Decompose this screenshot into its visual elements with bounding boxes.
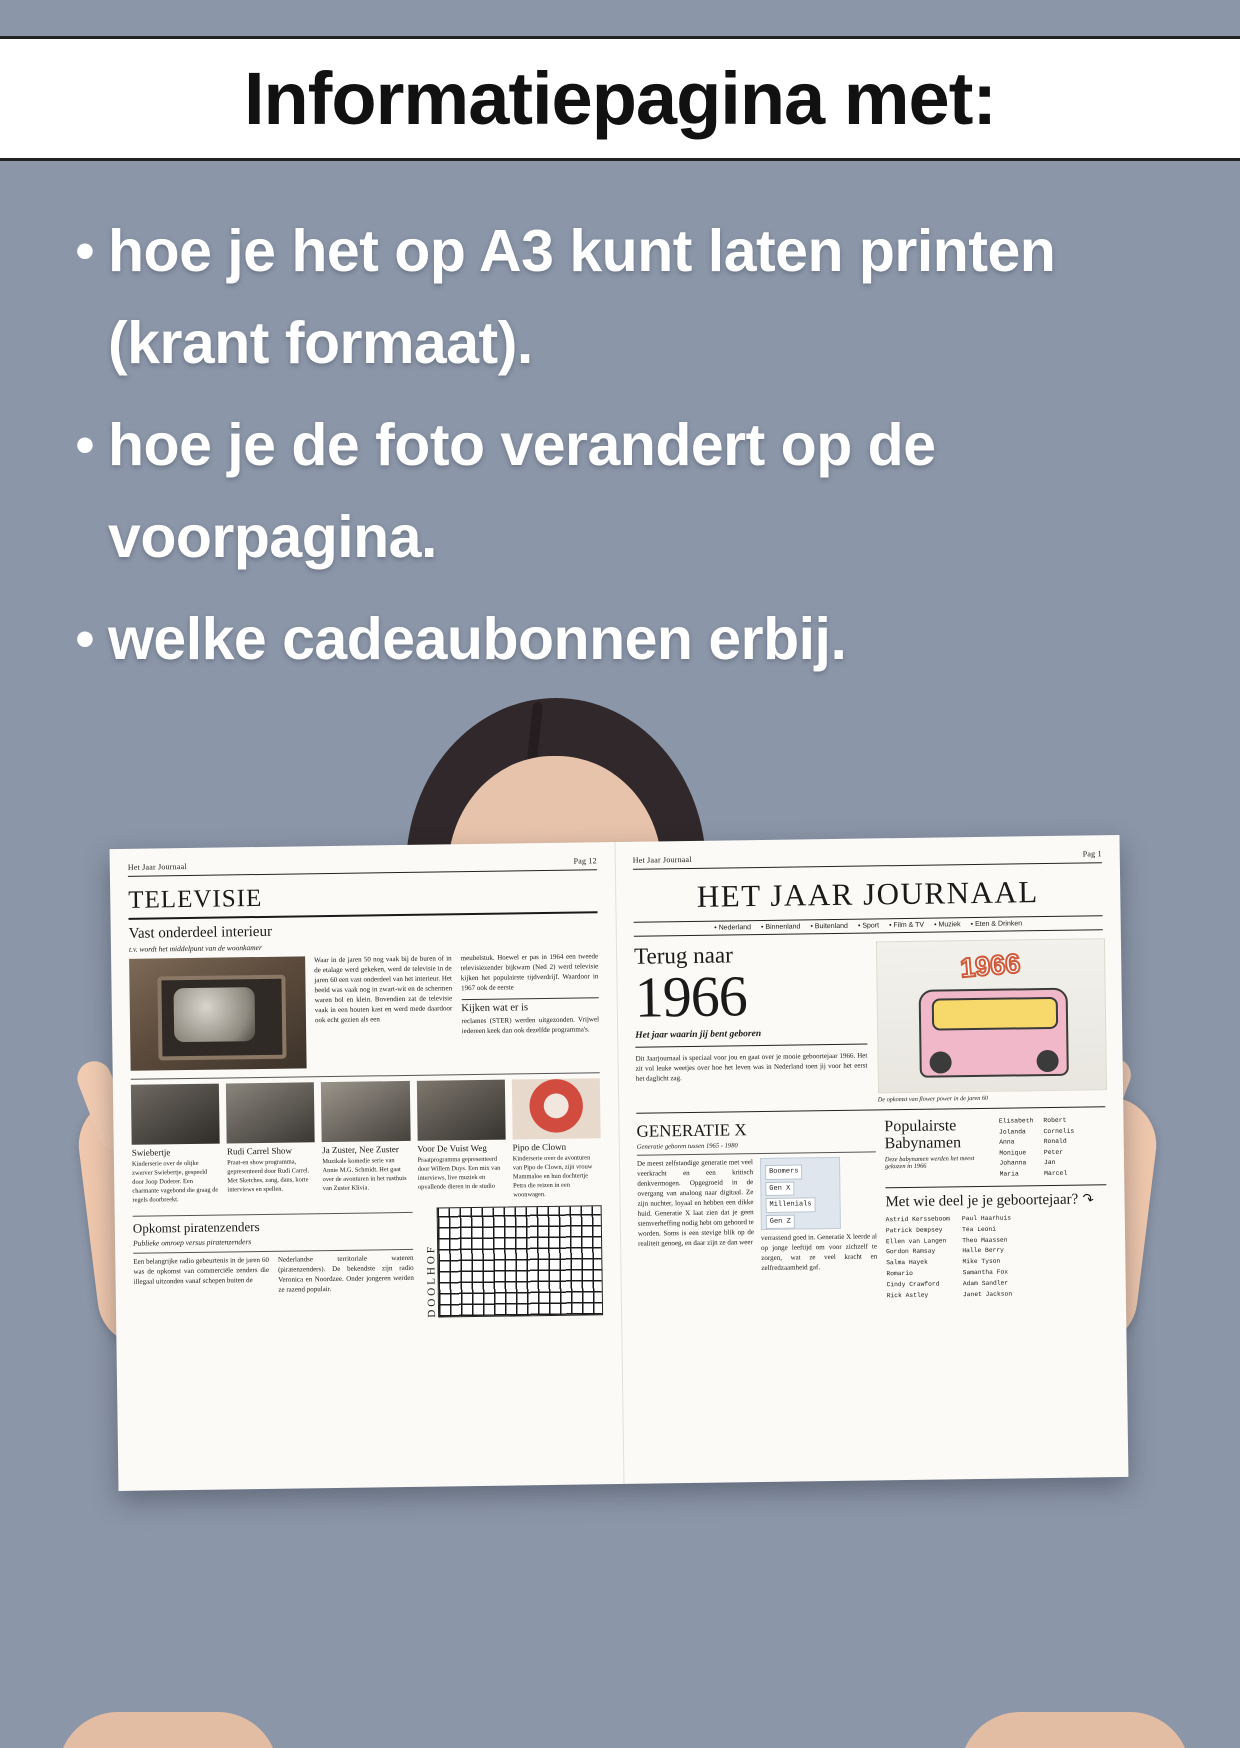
celebrity-item: Téa Leoni bbox=[962, 1225, 997, 1233]
celebrity-column-2 bbox=[962, 1213, 1012, 1300]
show-title: Rudi Carrel Show bbox=[226, 1145, 293, 1157]
divider bbox=[635, 1044, 867, 1048]
names-column bbox=[884, 1115, 1108, 1302]
bus-windshield bbox=[932, 997, 1059, 1031]
maze-puzzle bbox=[421, 1205, 603, 1318]
generation-article bbox=[636, 1118, 877, 1305]
generation-side bbox=[760, 1156, 878, 1273]
section-title bbox=[885, 1192, 1106, 1212]
television-screen bbox=[174, 987, 256, 1043]
show-description: Muzikale komedie serie van Annie M.G. Schmidt. Het gaat over de avonturen in het rusthuis van Zuster Klivia. bbox=[322, 1157, 407, 1193]
sticker-label: Gen X bbox=[765, 1181, 794, 1196]
share-title-text: Met wie deel je je geboortejaar? bbox=[885, 1191, 1079, 1211]
arrow-icon: ↷ bbox=[1080, 1191, 1096, 1210]
bullet-text: hoe je de foto verandert op de voorpagina. bbox=[108, 412, 936, 570]
article-body: reclames (STER) werden uitgezonden. Vrijwel iedereen keek dan ook dezelfde programma's. bbox=[461, 1015, 600, 1035]
article-body: De meest zelfstandige generatie met veel veerkracht en een kritisch denkvermogen. Opgegroeid in de overgang van analoog naar digitaal. Ze zijn nuchter, loyaal en hebben een dikke huid. Generatie X laat zien dat je geen stemverheffing nodig hebt om gehoord te worden. Soms is een stevige blik op de realiteit genoeg, en daar zijn ze dan weer bbox=[636, 1158, 754, 1248]
babynames-grid bbox=[999, 1115, 1106, 1180]
show-title: Swiebertje bbox=[131, 1147, 171, 1158]
bullet-marker-icon: • bbox=[75, 415, 95, 475]
name-item: Anna bbox=[999, 1138, 1015, 1146]
nav-item: • Film & TV bbox=[889, 922, 924, 929]
name-item: Ronald bbox=[1043, 1137, 1067, 1146]
name-item: Elisabeth bbox=[998, 1117, 1034, 1125]
top-spacer bbox=[0, 0, 1240, 36]
generation-columns bbox=[637, 1156, 877, 1275]
celebrity-item: Cindy Crawford bbox=[886, 1280, 940, 1289]
sub-headline: Kijken wat er is bbox=[461, 997, 599, 1014]
hero-year: 1966 bbox=[634, 963, 748, 1030]
show-title: Pipo de Clown bbox=[512, 1141, 567, 1153]
list-item bbox=[321, 1081, 411, 1203]
article-headline: Opkomst piratenzenders bbox=[132, 1219, 260, 1236]
celebrity-item: Samantha Fox bbox=[962, 1268, 1009, 1277]
bullet-marker-icon: • bbox=[75, 609, 95, 669]
column-photo bbox=[129, 956, 307, 1074]
celebrity-item: Halle Berry bbox=[962, 1246, 1004, 1255]
celebrity-item: Mike Tyson bbox=[962, 1257, 1001, 1266]
nav-item: • Buitenland bbox=[810, 923, 848, 931]
show-title: Voor De Vuist Weg bbox=[417, 1142, 487, 1154]
hero-image-block bbox=[876, 938, 1105, 1103]
bottom-section bbox=[133, 1205, 603, 1322]
divider bbox=[637, 1151, 876, 1155]
nav-item: • Binnenland bbox=[761, 923, 801, 931]
celebrity-item: Astrid Kersseboom bbox=[885, 1215, 950, 1224]
name-item: Peter bbox=[1043, 1148, 1064, 1156]
lower-section bbox=[636, 1115, 1108, 1305]
show-photo bbox=[131, 1084, 220, 1145]
maze-grid bbox=[437, 1205, 603, 1317]
pirates-article bbox=[133, 1208, 415, 1322]
celebrity-item: Theo Maassen bbox=[962, 1236, 1008, 1244]
divider bbox=[133, 1212, 413, 1217]
pirates-columns bbox=[133, 1254, 414, 1298]
article-body: Nederlandse territoriale wateren (piratenzenders). De bekendste zijn radio Veronica en Noordzee. Onder jongeren werden ze razend populair. bbox=[277, 1254, 414, 1294]
show-description: Kinderserie over de olijke zwerver Swiebertje, gespeeld door Joop Doderer. Een charmante vagebond die graag de regels doorbreekt. bbox=[131, 1160, 219, 1205]
bus-body bbox=[918, 988, 1069, 1078]
show-photo bbox=[416, 1080, 505, 1141]
hero-body: Dit Jaarjournaal is speciaal voor jou en gaat over je mooie geboortejaar 1966. Het zit vol leuke weetjes over hoe het leven was in Nederland toen jij voor het eerst het daglicht zag. bbox=[635, 1051, 868, 1084]
page-number: Pag 12 bbox=[573, 856, 597, 866]
nav-item: • Nederland bbox=[714, 924, 751, 932]
running-head-row bbox=[633, 849, 1102, 870]
name-item: Maria bbox=[999, 1170, 1019, 1178]
celebrity-item: Patrick Dempsey bbox=[885, 1226, 943, 1234]
celebrity-item: Ellen van Langen bbox=[885, 1236, 947, 1245]
generation-sticker-image bbox=[760, 1157, 841, 1230]
person-arm-right bbox=[960, 1712, 1190, 1748]
name-item: Jolanda bbox=[998, 1127, 1026, 1136]
article-body: meubelstuk. Hoewel er pas in 1964 een tweede televisiezender bijkwam (Ned 2) werd televisie kijken het populairste tijdverdrijf. Waardoor in 1967 ook de eerste bbox=[460, 952, 599, 993]
name-item: Johanna bbox=[999, 1159, 1027, 1167]
hero-section bbox=[634, 938, 1105, 1107]
article-body: verrassend goed in. Generatie X leerde al op jonge leeftijd om voor zichzelf te zorgen, wat ze veel kracht en zelfredzaamheid gaf. bbox=[760, 1232, 878, 1272]
section-title: TELEVISIE bbox=[128, 884, 263, 914]
show-description: Kinderserie over de avonturen van Pipo de Clown, zijn vrouw Mammaloe en hun dochtertje Petra die reizen in een woonwagen. bbox=[512, 1154, 593, 1199]
flower-power-bus-image bbox=[876, 938, 1107, 1093]
hero-text-block bbox=[634, 942, 868, 1107]
hero-kicker: Terug naar bbox=[633, 942, 733, 969]
page-title: Informatiepagina met: bbox=[244, 56, 996, 140]
nav-item: • Muziek bbox=[934, 921, 961, 928]
column-3 bbox=[461, 952, 600, 1070]
masthead-nav bbox=[634, 915, 1103, 937]
list-item bbox=[226, 1082, 316, 1204]
names-column-female bbox=[999, 1116, 1034, 1180]
newspaper-page-left bbox=[110, 842, 624, 1491]
celebrity-item: Gordon Ramsay bbox=[886, 1247, 936, 1256]
television-set bbox=[158, 975, 287, 1061]
bus-wheel bbox=[1037, 1050, 1059, 1072]
divider bbox=[636, 1106, 1105, 1114]
list-item bbox=[62, 399, 1182, 583]
tv-shows-list bbox=[131, 1078, 602, 1206]
show-photo bbox=[512, 1078, 601, 1139]
show-title: Ja Zuster, Nee Zuster bbox=[322, 1144, 399, 1156]
name-item: Jan bbox=[1043, 1159, 1056, 1167]
name-item: Cornelis bbox=[1043, 1127, 1075, 1135]
celebrity-column-1 bbox=[886, 1214, 951, 1302]
sticker-label: Millenials bbox=[765, 1197, 815, 1212]
article-headline: Vast onderdeel interieur bbox=[128, 923, 273, 942]
product-photo bbox=[0, 690, 1240, 1748]
nav-item: • Sport bbox=[858, 922, 879, 929]
sticker-label: Boomers bbox=[765, 1164, 803, 1179]
article-headline: GENERATIE X bbox=[636, 1120, 747, 1141]
show-photo bbox=[321, 1081, 410, 1142]
list-item bbox=[512, 1078, 602, 1200]
running-head: Het Jaar Journaal bbox=[632, 854, 692, 865]
bullet-text: welke cadeaubonnen erbij. bbox=[108, 606, 847, 672]
newspaper-page-right bbox=[615, 835, 1129, 1484]
section-subtitle: Deze babynamen werden het meest gekozen in 1966 bbox=[884, 1154, 975, 1170]
name-item: Monique bbox=[999, 1149, 1027, 1157]
list-item bbox=[62, 205, 1182, 389]
masthead-title: HET JAAR JOURNAAL bbox=[696, 874, 1039, 914]
bullet-text: hoe je het op A3 kunt laten printen (krant formaat). bbox=[108, 218, 1056, 376]
show-description: Praatprogramma gepresenteerd door Willem Duys. Een mix van interviews, live muziek en opvallende dieren in de studio bbox=[417, 1156, 501, 1192]
column-2 bbox=[314, 954, 453, 1072]
babynames-text bbox=[884, 1117, 991, 1182]
hero-subtitle: Het jaar waarin jij bent geboren bbox=[635, 1029, 762, 1041]
article-subhead: Publieke omroep versus piratenzenders bbox=[133, 1237, 252, 1248]
person-arm-left bbox=[58, 1712, 278, 1748]
header-banner bbox=[0, 36, 1240, 161]
image-caption: De opkomst van flower power in de jaren 60 bbox=[877, 1094, 989, 1104]
running-head-row bbox=[128, 856, 597, 877]
bus-year-label: 1966 bbox=[959, 948, 1022, 984]
newspaper-spread bbox=[110, 835, 1129, 1491]
names-column-male bbox=[1043, 1116, 1075, 1180]
divider bbox=[133, 1249, 413, 1254]
sticker-label: Gen Z bbox=[766, 1214, 795, 1229]
celebrity-item: Janet Jackson bbox=[962, 1290, 1013, 1298]
maze-label: DOOLHOF bbox=[425, 1244, 439, 1318]
bullet-marker-icon: • bbox=[75, 221, 95, 281]
celebrity-item: Romario bbox=[886, 1269, 913, 1278]
article-body: Waar in de jaren 50 nog vaak bij de buren of in de etalage werd gekeken, werd de televisie in de jaren 60 een vast onderdeel van het interieur. Het beeld was vaak nog in zwart-wit en de schermen waren bol en klein. Bovendien zat de televisie vaak in een houten kast en werd mede daardoor ook echt gezien als een bbox=[314, 954, 453, 1024]
article-columns bbox=[129, 952, 600, 1075]
bullet-list bbox=[62, 205, 1182, 695]
section-title: Populairste Babynamen bbox=[884, 1117, 962, 1153]
celebrity-item: Adam Sandler bbox=[962, 1279, 1009, 1288]
list-item bbox=[416, 1080, 506, 1202]
page-number: Pag 1 bbox=[1082, 849, 1102, 859]
list-item bbox=[131, 1084, 221, 1206]
nav-item: • Eten & Drinken bbox=[971, 920, 1023, 928]
celebrity-item: Paul Haarhuis bbox=[961, 1214, 1012, 1223]
name-item: Marcel bbox=[1044, 1169, 1068, 1177]
article-subhead: Generatie geboren tussen 1965 - 1980 bbox=[636, 1142, 738, 1151]
babynames-block bbox=[884, 1115, 1106, 1181]
celebrity-grid bbox=[886, 1212, 1108, 1302]
show-description: Praat-en show programma, gepresenteerd door Rudi Carrel. Met Sketches, zang, dans, korte interviews en spellen. bbox=[227, 1158, 310, 1194]
running-head: Het Jaar Journaal bbox=[127, 862, 187, 872]
name-item: Robert bbox=[1043, 1116, 1067, 1125]
show-photo bbox=[226, 1082, 315, 1143]
article-subhead: t.v. wordt het middelpunt van de woonkamer bbox=[128, 942, 262, 954]
divider bbox=[885, 1185, 1106, 1189]
television-photo bbox=[129, 956, 307, 1070]
article-body: Een belangrijke radio gebeurtenis in de jaren 60 was de opkomst van commerciële zenders die illegaal uitzonden vanaf schepen buiten de bbox=[133, 1256, 270, 1286]
list-item bbox=[62, 593, 1182, 685]
bus-wheel bbox=[929, 1051, 951, 1073]
celebrity-item: Rick Astley bbox=[886, 1291, 929, 1299]
celebrity-item: Salma Hayek bbox=[886, 1258, 928, 1267]
